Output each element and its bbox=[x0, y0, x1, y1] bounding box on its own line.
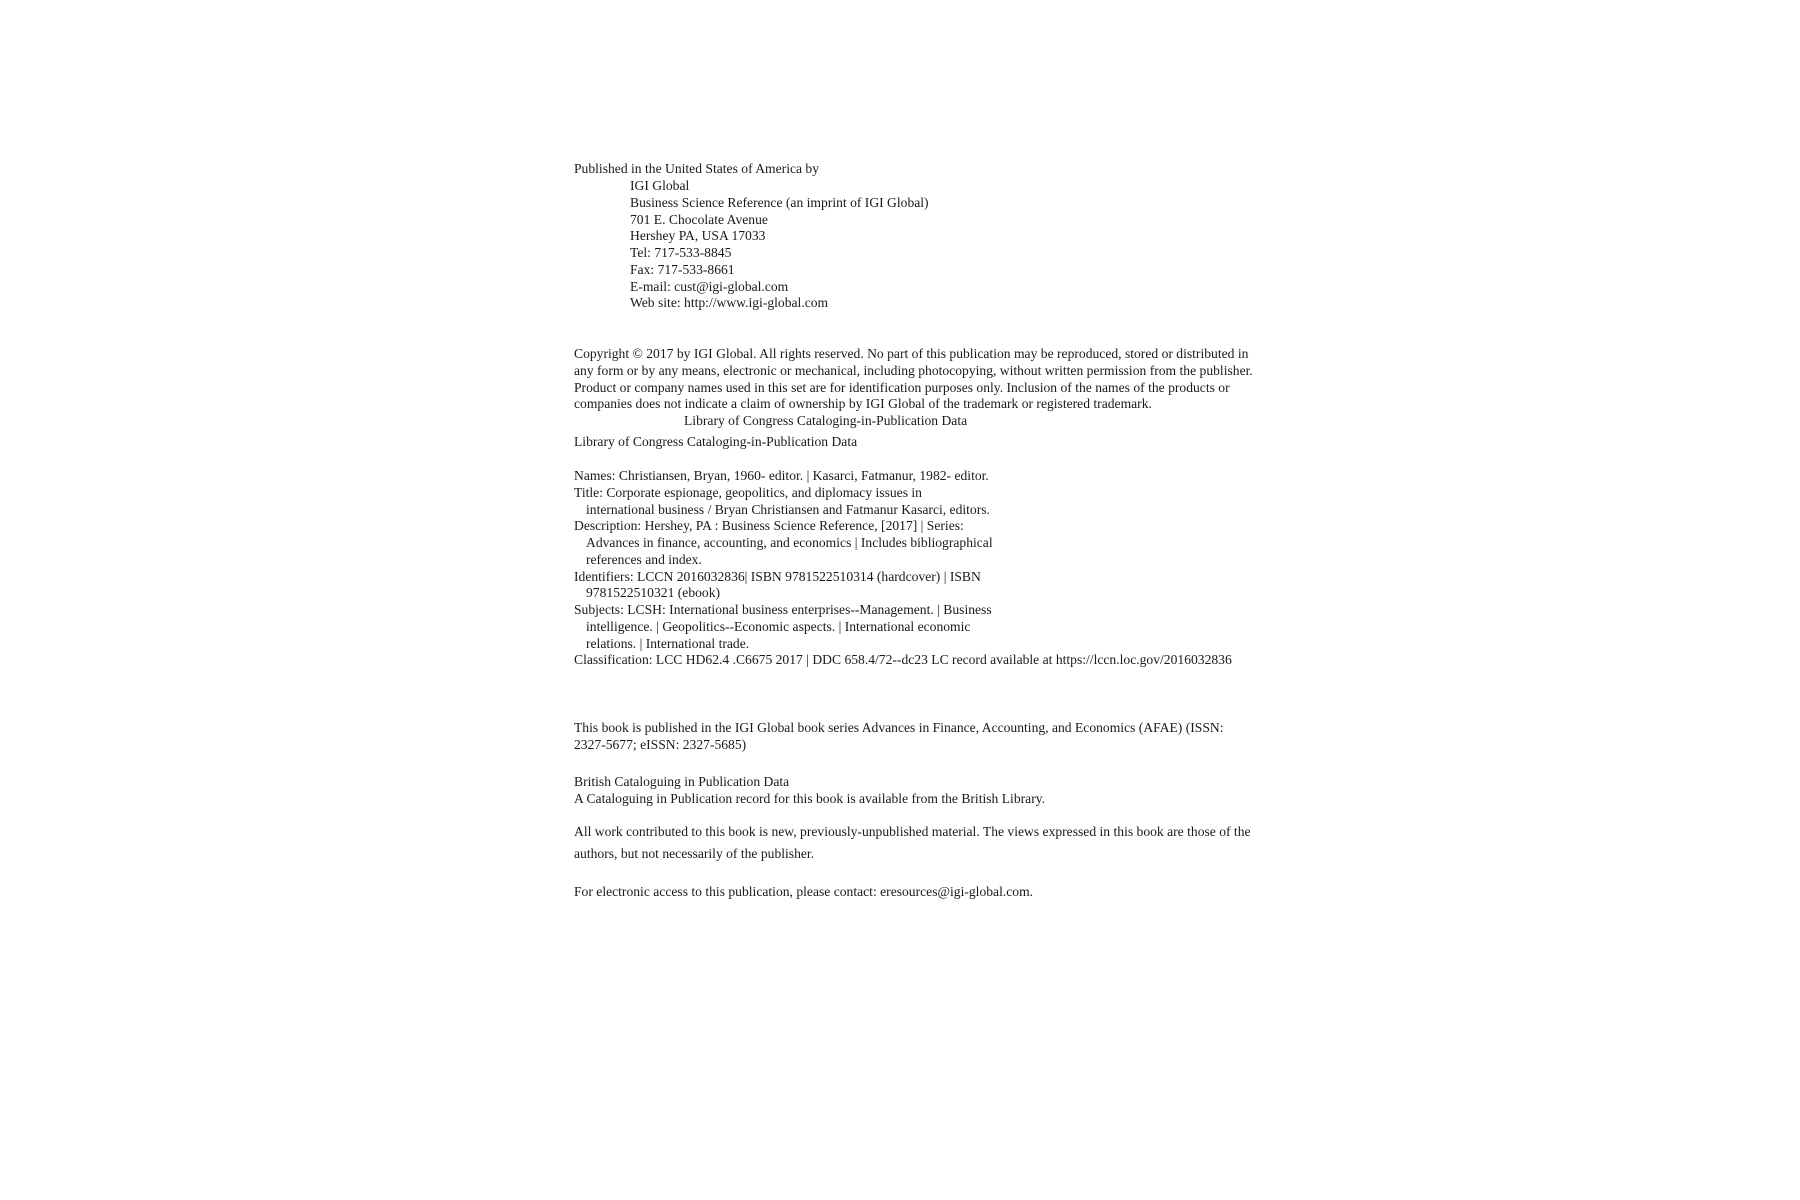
cip-heading: Library of Congress Cataloging-in-Publication Data bbox=[574, 434, 858, 449]
publisher-address-line: 701 E. Chocolate Avenue bbox=[630, 211, 768, 227]
cip-line: 9781522510321 (ebook) bbox=[586, 585, 721, 601]
publisher-address-line: E-mail: cust@igi-global.com bbox=[630, 278, 789, 294]
cip-line: relations. | International trade. bbox=[586, 635, 750, 651]
publisher-address-line: Business Science Reference (an imprint of IGI Global) bbox=[630, 194, 929, 210]
british-cip-heading: British Cataloguing in Publication Data bbox=[574, 774, 790, 789]
series-line: 2327-5677; eISSN: 2327-5685) bbox=[574, 736, 747, 752]
disclaimer-line: authors, but not necessarily of the publisher. bbox=[574, 846, 815, 861]
publisher-address-line: Tel: 717-533-8845 bbox=[630, 245, 732, 260]
cip-line: Names: Christiansen, Bryan, 1960- editor. | Kasarci, Fatmanur, 1982- editor. bbox=[574, 468, 989, 483]
cip-line: international business / Bryan Christiansen and Fatmanur Kasarci, editors. bbox=[586, 501, 990, 517]
publisher-address-line: Hershey PA, USA 17033 bbox=[630, 228, 766, 244]
cip-heading-centered: Library of Congress Cataloging-in-Publication Data bbox=[684, 413, 968, 428]
publisher-address-line: IGI Global bbox=[630, 178, 690, 193]
cip-line: intelligence. | Geopolitics--Economic aspects. | International economic bbox=[586, 618, 971, 634]
cip-line: Description: Hershey, PA : Business Science Reference, [2017] | Series: bbox=[574, 518, 964, 534]
publisher-address-line: Web site: http://www.igi-global.com bbox=[630, 295, 829, 311]
british-cip-text: A Cataloguing in Publication record for this book is available from the British Library. bbox=[574, 791, 1046, 806]
cip-line: Identifiers: LCCN 2016032836| ISBN 9781522510314 (hardcover) | ISBN bbox=[574, 568, 981, 584]
copyright-line: Product or company names used in this set are for identification purposes only. Inclusion of the names of the products or bbox=[574, 379, 1230, 395]
publisher-intro: Published in the United States of America by bbox=[574, 161, 820, 176]
copyright-line: any form or by any means, electronic or mechanical, including photocopying, without written permission from the publisher. bbox=[574, 362, 1253, 378]
cip-line: Advances in finance, accounting, and economics | Includes bibliographical bbox=[586, 535, 993, 550]
electronic-access-line: For electronic access to this publication, please contact: eresources@igi-global.com. bbox=[574, 884, 1034, 899]
cip-line: Title: Corporate espionage, geopolitics, and diplomacy issues in bbox=[574, 484, 922, 500]
copyright-line: companies does not indicate a claim of ownership by IGI Global of the trademark or registered trademark. bbox=[574, 396, 1152, 412]
copyright-line: Copyright © 2017 by IGI Global. All rights reserved. No part of this publication may be reproduced, stored or distributed in bbox=[574, 346, 1249, 361]
cip-line: references and index. bbox=[586, 551, 702, 567]
cip-line: Classification: LCC HD62.4 .C6675 2017 | DDC 658.4/72--dc23 LC record available at https://lccn.loc.gov/2016032836 bbox=[574, 652, 1232, 668]
publisher-address-line: Fax: 717-533-8661 bbox=[630, 261, 735, 277]
disclaimer-line: All work contributed to this book is new, previously-unpublished material. The views expressed in this book are those of the bbox=[574, 824, 1251, 839]
series-line: This book is published in the IGI Global book series Advances in Finance, Accounting, and Economics (AFAE) (ISSN: bbox=[574, 720, 1224, 735]
cip-line: Subjects: LCSH: International business enterprises--Management. | Business bbox=[574, 602, 992, 617]
